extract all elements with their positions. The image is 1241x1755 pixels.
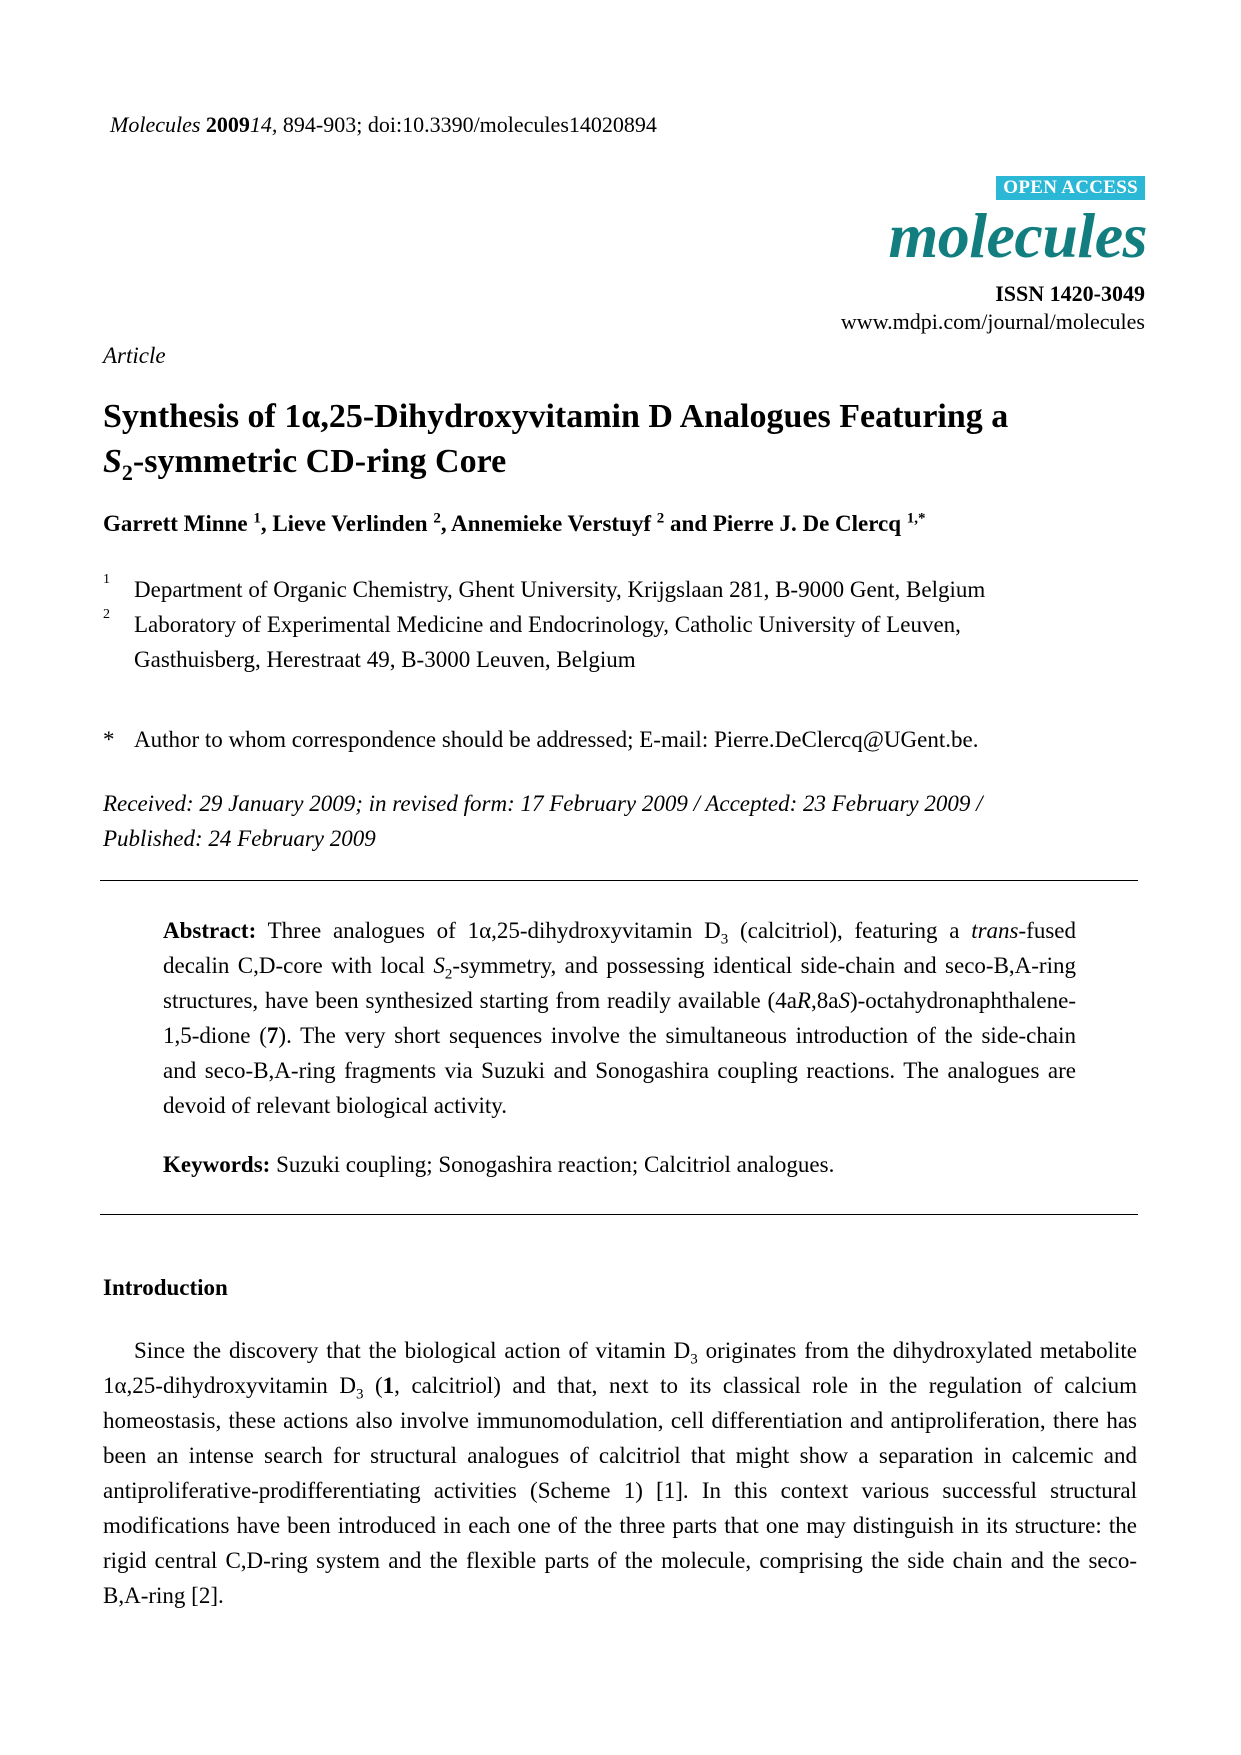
title-subscript: 2	[121, 459, 133, 485]
asterisk-mark: *	[103, 727, 115, 752]
author-name: , Lieve Verlinden	[260, 511, 434, 536]
open-access-badge: OPEN ACCESS	[996, 176, 1145, 200]
affiliation-text-continued: Gasthuisberg, Herestraat 49, B-3000 Leuven, Belgium	[134, 647, 636, 672]
author-name: , Annemieke Verstuyf	[440, 511, 657, 536]
intro-text: , calcitriol) and that, next to its classical role in the regulation of calcium homeostasis, these actions also involve immunomodulation, cell differentiation and antiproliferation, there has been an intense search for structural analogues of calcitriol that might show a separation in calcemic and antiproliferative-prodifferentiating activities (Scheme 1) [1]. In this context various successful structural modifications have been introduced in each one of the three parts that one may distinguish in its structure: the rigid central C,D-ring system and the flexible parts of the molecule, comprising the side chain and the seco-B,A-ring [2].	[103, 1373, 1138, 1608]
dates-line-2: Published: 24 February 2009	[103, 826, 376, 851]
correspondence-note	[103, 727, 978, 753]
subscript: 2	[444, 966, 453, 983]
subscript: 3	[720, 931, 729, 948]
title-symbol: S	[103, 443, 122, 480]
title-line-2	[103, 439, 1143, 484]
intro-text: originates from the dihydroxylated metabolite 1α,25-dihydroxyvitamin D	[103, 1338, 1137, 1398]
affiliation-number: 1	[103, 572, 110, 587]
affiliation-number: 2	[103, 607, 110, 622]
correspondence-text: Author to whom correspondence should be addressed; E-mail: Pierre.DeClercq@UGent.be.	[134, 727, 979, 752]
publication-dates	[103, 786, 983, 856]
abstract-text: -symmetry, and possessing identical side-chain and seco-B,A-ring structures, have been synthesized starting from readily available (4a	[163, 953, 1076, 1013]
abstract-text: (calcitriol), featuring a	[728, 918, 972, 943]
abstract-text: Three analogues of 1α,25-dihydroxyvitamin D	[256, 918, 721, 943]
top-divider	[100, 880, 1138, 881]
article-type: Article	[103, 343, 166, 368]
dates-line-1: Received: 29 January 2009; in revised form: 17 February 2009 / Accepted: 23 February 2009 /	[103, 791, 983, 816]
title-line-1: Synthesis of 1α,25-Dihydroxyvitamin D Analogues Featuring a	[103, 398, 1009, 435]
journal-name: Molecules	[110, 112, 201, 137]
author-affiliation-mark: 2	[433, 510, 441, 527]
abstract-text: ). The very short sequences involve the simultaneous introduction of the side-chain and seco-B,A-ring fragments via Suzuki and Sonogashira coupling reactions. The analogues are devoid of relevant biological activity.	[163, 1023, 1076, 1118]
author-list	[103, 511, 926, 537]
subscript: 3	[690, 1351, 698, 1368]
journal-logo: molecules	[888, 200, 1147, 271]
keywords-text: Suzuki coupling; Sonogashira reaction; Calcitriol analogues.	[270, 1152, 835, 1177]
author-affiliation-mark: 1,*	[906, 510, 926, 527]
paper-title	[103, 394, 1143, 484]
affiliation-text: Laboratory of Experimental Medicine and Endocrinology, Catholic University of Leuven,	[134, 612, 961, 637]
abstract-text: )-octahydronaphthalene-1,5-dione (	[163, 988, 1076, 1048]
affiliation-text: Department of Organic Chemistry, Ghent University, Krijgslaan 281, B-9000 Gent, Belgium	[134, 577, 986, 602]
keywords	[163, 1152, 834, 1178]
publication-year: 2009	[205, 112, 250, 137]
abstract-italic: S	[838, 988, 850, 1013]
abstract	[163, 913, 1076, 1123]
bottom-divider	[100, 1214, 1138, 1215]
abstract-italic: R	[796, 988, 811, 1013]
subscript: 3	[355, 1386, 364, 1403]
abstract-italic: trans	[971, 918, 1019, 943]
author-name: and Pierre J. De Clercq	[664, 511, 907, 536]
abstract-text: ,8a	[810, 988, 839, 1013]
abstract-italic: S	[433, 953, 445, 978]
section-heading: Introduction	[103, 1275, 228, 1300]
author-affiliation-mark: 2	[656, 510, 665, 527]
abstract-label: Abstract:	[163, 918, 257, 943]
intro-text: (	[363, 1373, 383, 1398]
citation-header	[110, 112, 657, 138]
compound-number: 1	[382, 1373, 395, 1398]
introduction-paragraph	[103, 1333, 1137, 1613]
abstract-text: -fused decalin C,D-core with local	[163, 918, 1076, 978]
author-affiliation-mark: 1	[253, 510, 261, 527]
compound-number: 7	[266, 1023, 279, 1048]
title-rest: -symmetric CD-ring Core	[132, 443, 507, 480]
intro-text: Since the discovery that the biological action of vitamin D	[134, 1338, 691, 1363]
journal-url[interactable]: www.mdpi.com/journal/molecules	[840, 309, 1145, 334]
pages-doi: 894-903; doi:10.3390/molecules14020894	[277, 112, 657, 137]
keywords-label: Keywords:	[163, 1152, 271, 1177]
issn: ISSN 1420-3049	[995, 281, 1145, 306]
volume: 14,	[249, 112, 278, 137]
author-name: Garrett Minne	[103, 511, 254, 536]
